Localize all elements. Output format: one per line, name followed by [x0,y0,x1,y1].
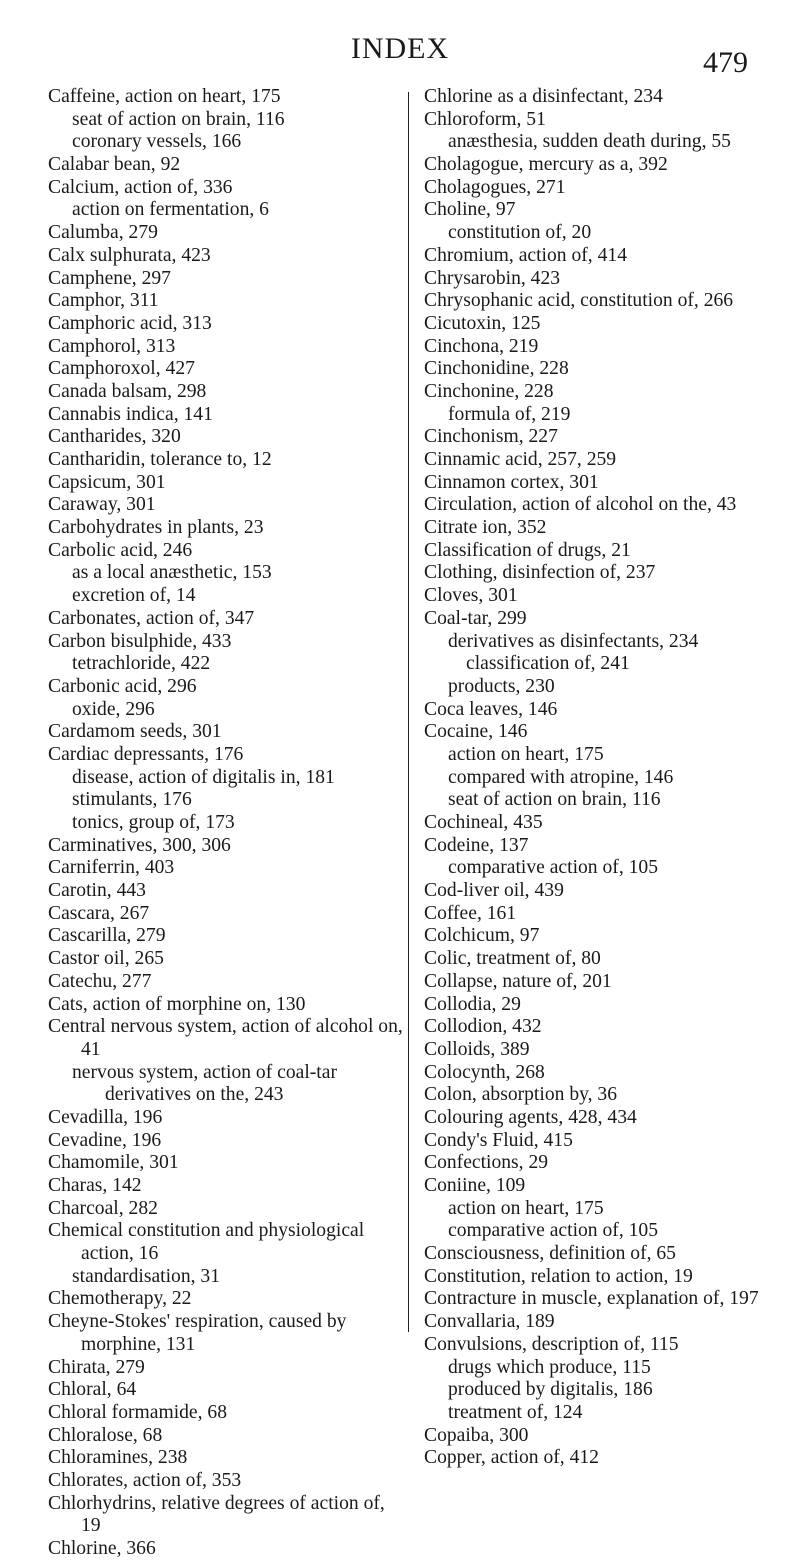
index-entry: Carbon bisulphide, 433 [48,630,232,652]
index-entry: Coal-tar, 299 [424,607,527,629]
index-entry: Cocaine, 146 [424,721,528,743]
index-entry: Citrate ion, 352 [424,517,547,539]
index-entry: Castor oil, 265 [48,948,164,970]
index-subentry: action on fermentation, 6 [72,199,269,221]
index-entry: Cevadilla, 196 [48,1106,163,1128]
index-entry: Carbohydrates in plants, 23 [48,517,264,539]
index-entry: Cascara, 267 [48,902,150,924]
index-entry: Catechu, 277 [48,970,152,992]
index-entry: Chlorhydrins, relative degrees of action of, 19 [48,1492,385,1537]
index-entry: Chromium, action of, 414 [424,244,627,266]
index-entry: Carniferrin, 403 [48,857,175,879]
index-entry: Cardamom seeds, 301 [48,721,222,743]
index-entry: Colic, treatment of, 80 [424,948,601,970]
index-entry: Camphor, 311 [48,290,159,312]
index-entry: Circulation, action of alcohol on the, 43 [424,494,737,516]
index-entry: Chloramines, 238 [48,1447,188,1469]
index-entry: Central nervous system, action of alcohol on, 41 [48,1016,403,1060]
index-subentry: seat of action on brain, 116 [448,789,661,811]
index-subentry: nervous system, action of coal-tar derivatives on the, 243 [72,1061,337,1106]
index-entry: Chloral formamide, 68 [48,1401,228,1423]
index-entry: Cinchonism, 227 [424,426,558,448]
index-entry: Carminatives, 300, 306 [48,834,231,856]
index-entry: Camphoric acid, 313 [48,312,212,334]
index-subentry: coronary vessels, 166 [72,131,242,153]
index-subentry: produced by digitalis, 186 [448,1379,653,1401]
column-divider [408,92,409,1332]
index-entry: Codeine, 137 [424,834,529,856]
page-number: 479 [703,46,748,79]
index-entry: Coffee, 161 [424,902,517,924]
index-entry: Cheyne-Stokes' respiration, caused by morphine, 131 [48,1311,347,1355]
index-entry: Chemical constitution and physiological action, 16 [48,1220,365,1265]
index-entry: Cannabis indica, 141 [48,403,213,425]
index-entry: Caffeine, action on heart, 175 [48,86,281,107]
index-entry: Condy's Fluid, 415 [424,1129,573,1151]
index-entry: Choline, 97 [424,199,516,221]
index-entry: Cardiac depressants, 176 [48,743,244,765]
index-entry: Camphoroxol, 427 [48,358,195,380]
index-subentry: tetrachloride, 422 [72,653,211,675]
page-header [0,30,800,80]
index-entry: Carbonic acid, 296 [48,675,197,697]
index-entry: Collapse, nature of, 201 [424,970,612,992]
index-subentry: products, 230 [448,675,555,697]
index-column-left [48,86,408,1561]
index-subentry: derivatives as disinfectants, 234 [448,630,699,652]
index-subentry: excretion of, 14 [72,585,196,607]
index-entry: Chemotherapy, 22 [48,1288,192,1310]
index-subentry: seat of action on brain, 116 [72,108,285,130]
index-entry: Cats, action of morphine on, 130 [48,993,306,1015]
index-subentry: comparative action of, 105 [448,857,659,879]
index-entry: Charas, 142 [48,1175,142,1196]
index-entry: Clothing, disinfection of, 237 [424,562,656,584]
index-entry: Colocynth, 268 [424,1061,545,1083]
index-entry: Convulsions, description of, 115 [424,1333,679,1355]
index-entry: Chloralose, 68 [48,1424,163,1446]
index-entry: Calcium, action of, 336 [48,176,233,198]
index-entry: Copaiba, 300 [424,1424,529,1446]
index-entry: Calabar bean, 92 [48,154,181,176]
index-entry: Cinchonine, 228 [424,380,554,402]
index-entry: Cevadine, 196 [48,1129,162,1151]
index-entry: Capsicum, 301 [48,471,166,493]
index-entry: Chloroform, 51 [424,108,546,130]
index-entry: Chlorates, action of, 353 [48,1469,242,1491]
index-entry: Camphorol, 313 [48,335,176,357]
index-subentry: drugs which produce, 115 [448,1356,651,1378]
index-entry: Cinchona, 219 [424,335,539,357]
index-entry: Caraway, 301 [48,494,156,516]
index-subentry: compared with atropine, 146 [448,766,674,788]
index-entry: Copper, action of, 412 [424,1447,599,1469]
index-entry: Cholagogues, 271 [424,176,566,198]
index-entry: Cinnamon cortex, 301 [424,471,599,493]
index-entry: Cinchonidine, 228 [424,358,569,380]
index-entry: Consciousness, definition of, 65 [424,1243,676,1265]
index-entry: Cantharidin, tolerance to, 12 [48,449,272,470]
index-subentry: treatment of, 124 [448,1401,583,1423]
index-entry: Chirata, 279 [48,1356,145,1378]
index-entry: Constitution, relation to action, 19 [424,1265,693,1287]
index-entry: Cloves, 301 [424,585,518,607]
index-entry: Cinnamic acid, 257, 259 [424,449,617,470]
index-subentry: tonics, group of, 173 [72,812,235,833]
index-subentry: as a local anæsthetic, 153 [72,562,272,584]
index-entry: Cod-liver oil, 439 [424,880,564,902]
index-entry: Charcoal, 282 [48,1197,158,1219]
page-title: INDEX [350,32,450,65]
index-subentry: disease, action of digitalis in, 181 [72,766,335,788]
index-entry: Carotin, 443 [48,880,146,902]
index-entry: Cascarilla, 279 [48,925,166,947]
index-subentry: comparative action of, 105 [448,1220,659,1242]
index-entry: Colouring agents, 428, 434 [424,1106,637,1128]
index-subentry: oxide, 296 [72,698,155,720]
index-entry: Chloral, 64 [48,1379,137,1401]
index-entry: Chrysarobin, 423 [424,267,561,289]
index-entry: Chrysophanic acid, constitution of, 266 [424,290,734,312]
index-entry: Cantharides, 320 [48,426,181,448]
index-entry: Colchicum, 97 [424,925,540,947]
index-entry: Cholagogue, mercury as a, 392 [424,154,668,176]
index-entry: Colloids, 389 [424,1038,530,1060]
index-subentry: action on heart, 175 [448,743,604,765]
index-entry: Carbolic acid, 246 [48,539,193,561]
index-subentry: standardisation, 31 [72,1265,221,1287]
index-entry: Coca leaves, 146 [424,698,558,720]
index-subentry: formula of, 219 [448,403,571,425]
index-entry: Convallaria, 189 [424,1311,555,1333]
index-entry: Canada balsam, 298 [48,380,207,402]
index-subentry: classification of, 241 [466,653,630,675]
index-entry: Colon, absorption by, 36 [424,1084,618,1106]
index-entry: Calx sulphurata, 423 [48,244,211,266]
index-entry: Carbonates, action of, 347 [48,607,255,629]
index-entry: Collodia, 29 [424,993,521,1015]
index-entry: Cochineal, 435 [424,812,543,833]
index-entry: Coniine, 109 [424,1175,526,1196]
index-entry: Chlorine, 366 [48,1538,156,1559]
index-subentry: constitution of, 20 [448,222,592,244]
index-entry: Collodion, 432 [424,1016,542,1038]
index-subentry: stimulants, 176 [72,789,192,811]
index-entry: Cicutoxin, 125 [424,312,541,334]
index-entry: Contracture in muscle, explanation of, 197 [424,1288,759,1310]
index-entry: Chamomile, 301 [48,1152,179,1174]
index-subentry: anæsthesia, sudden death during, 55 [448,131,731,153]
index-entry: Camphene, 297 [48,267,171,289]
index-entry: Chlorine as a disinfectant, 234 [424,86,663,107]
index-column-right [424,86,780,1470]
index-entry: Classification of drugs, 21 [424,539,631,561]
index-subentry: action on heart, 175 [448,1197,604,1219]
index-entry: Confections, 29 [424,1152,549,1174]
index-entry: Calumba, 279 [48,222,158,244]
